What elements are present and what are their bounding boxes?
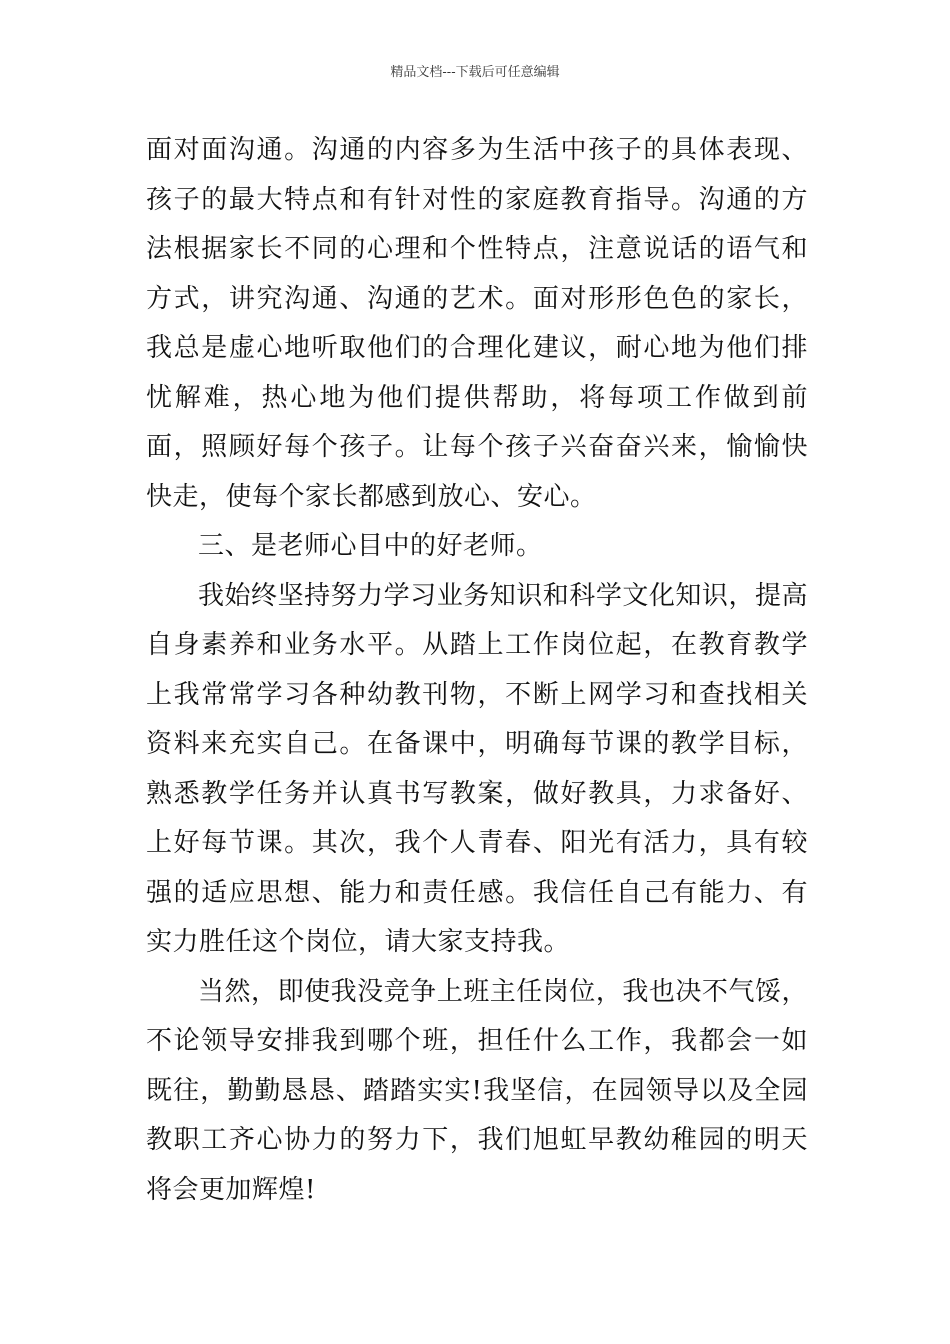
page-header: 精品文档---下载后可任意编辑 — [390, 65, 560, 80]
document-body — [146, 126, 808, 1215]
section-heading-good-teacher: 三、是老师心目中的好老师。 — [198, 531, 543, 561]
paragraph-communication: 面对面沟通。沟通的内容多为生活中孩子的具体表现、孩子的最大特点和有针对性的家庭教育指导。沟通的方法根据家长不同的心理和个性特点，注意说话的语气和方式，讲究沟通、沟通的艺术。面对形形色色的家长，我总是虚心地听取他们的合理化建议，耐心地为他们排忧解难，热心地为他们提供帮助，将每项工作做到前面，照顾好每个孩子。让每个孩子兴奋奋兴来，愉愉快快走，使每个家长都感到放心、安心。 — [146, 135, 808, 512]
paragraph-conclusion: 当然，即使我没竞争上班主任岗位，我也决不气馁，不论领导安排我到哪个班，担任什么工作，我都会一如既往，勤勤恳恳、踏踏实实!我坚信，在园领导以及全园教职工齐心协力的努力下，我们旭虹早教幼稚园的明天将会更加辉煌! — [146, 976, 808, 1205]
paragraph-self-improvement: 我始终坚持努力学习业务知识和科学文化知识，提高自身素养和业务水平。从踏上工作岗位起，在教育教学上我常常学习各种幼教刊物，不断上网学习和查找相关资料来充实自己。在备课中，明确每节课的教学目标，熟悉教学任务并认真书写教案，做好教具，力求备好、上好每节课。其次，我个人青春、阳光有活力，具有较强的适应思想、能力和责任感。我信任自己有能力、有实力胜任这个岗位，请大家支持我。 — [146, 580, 808, 957]
